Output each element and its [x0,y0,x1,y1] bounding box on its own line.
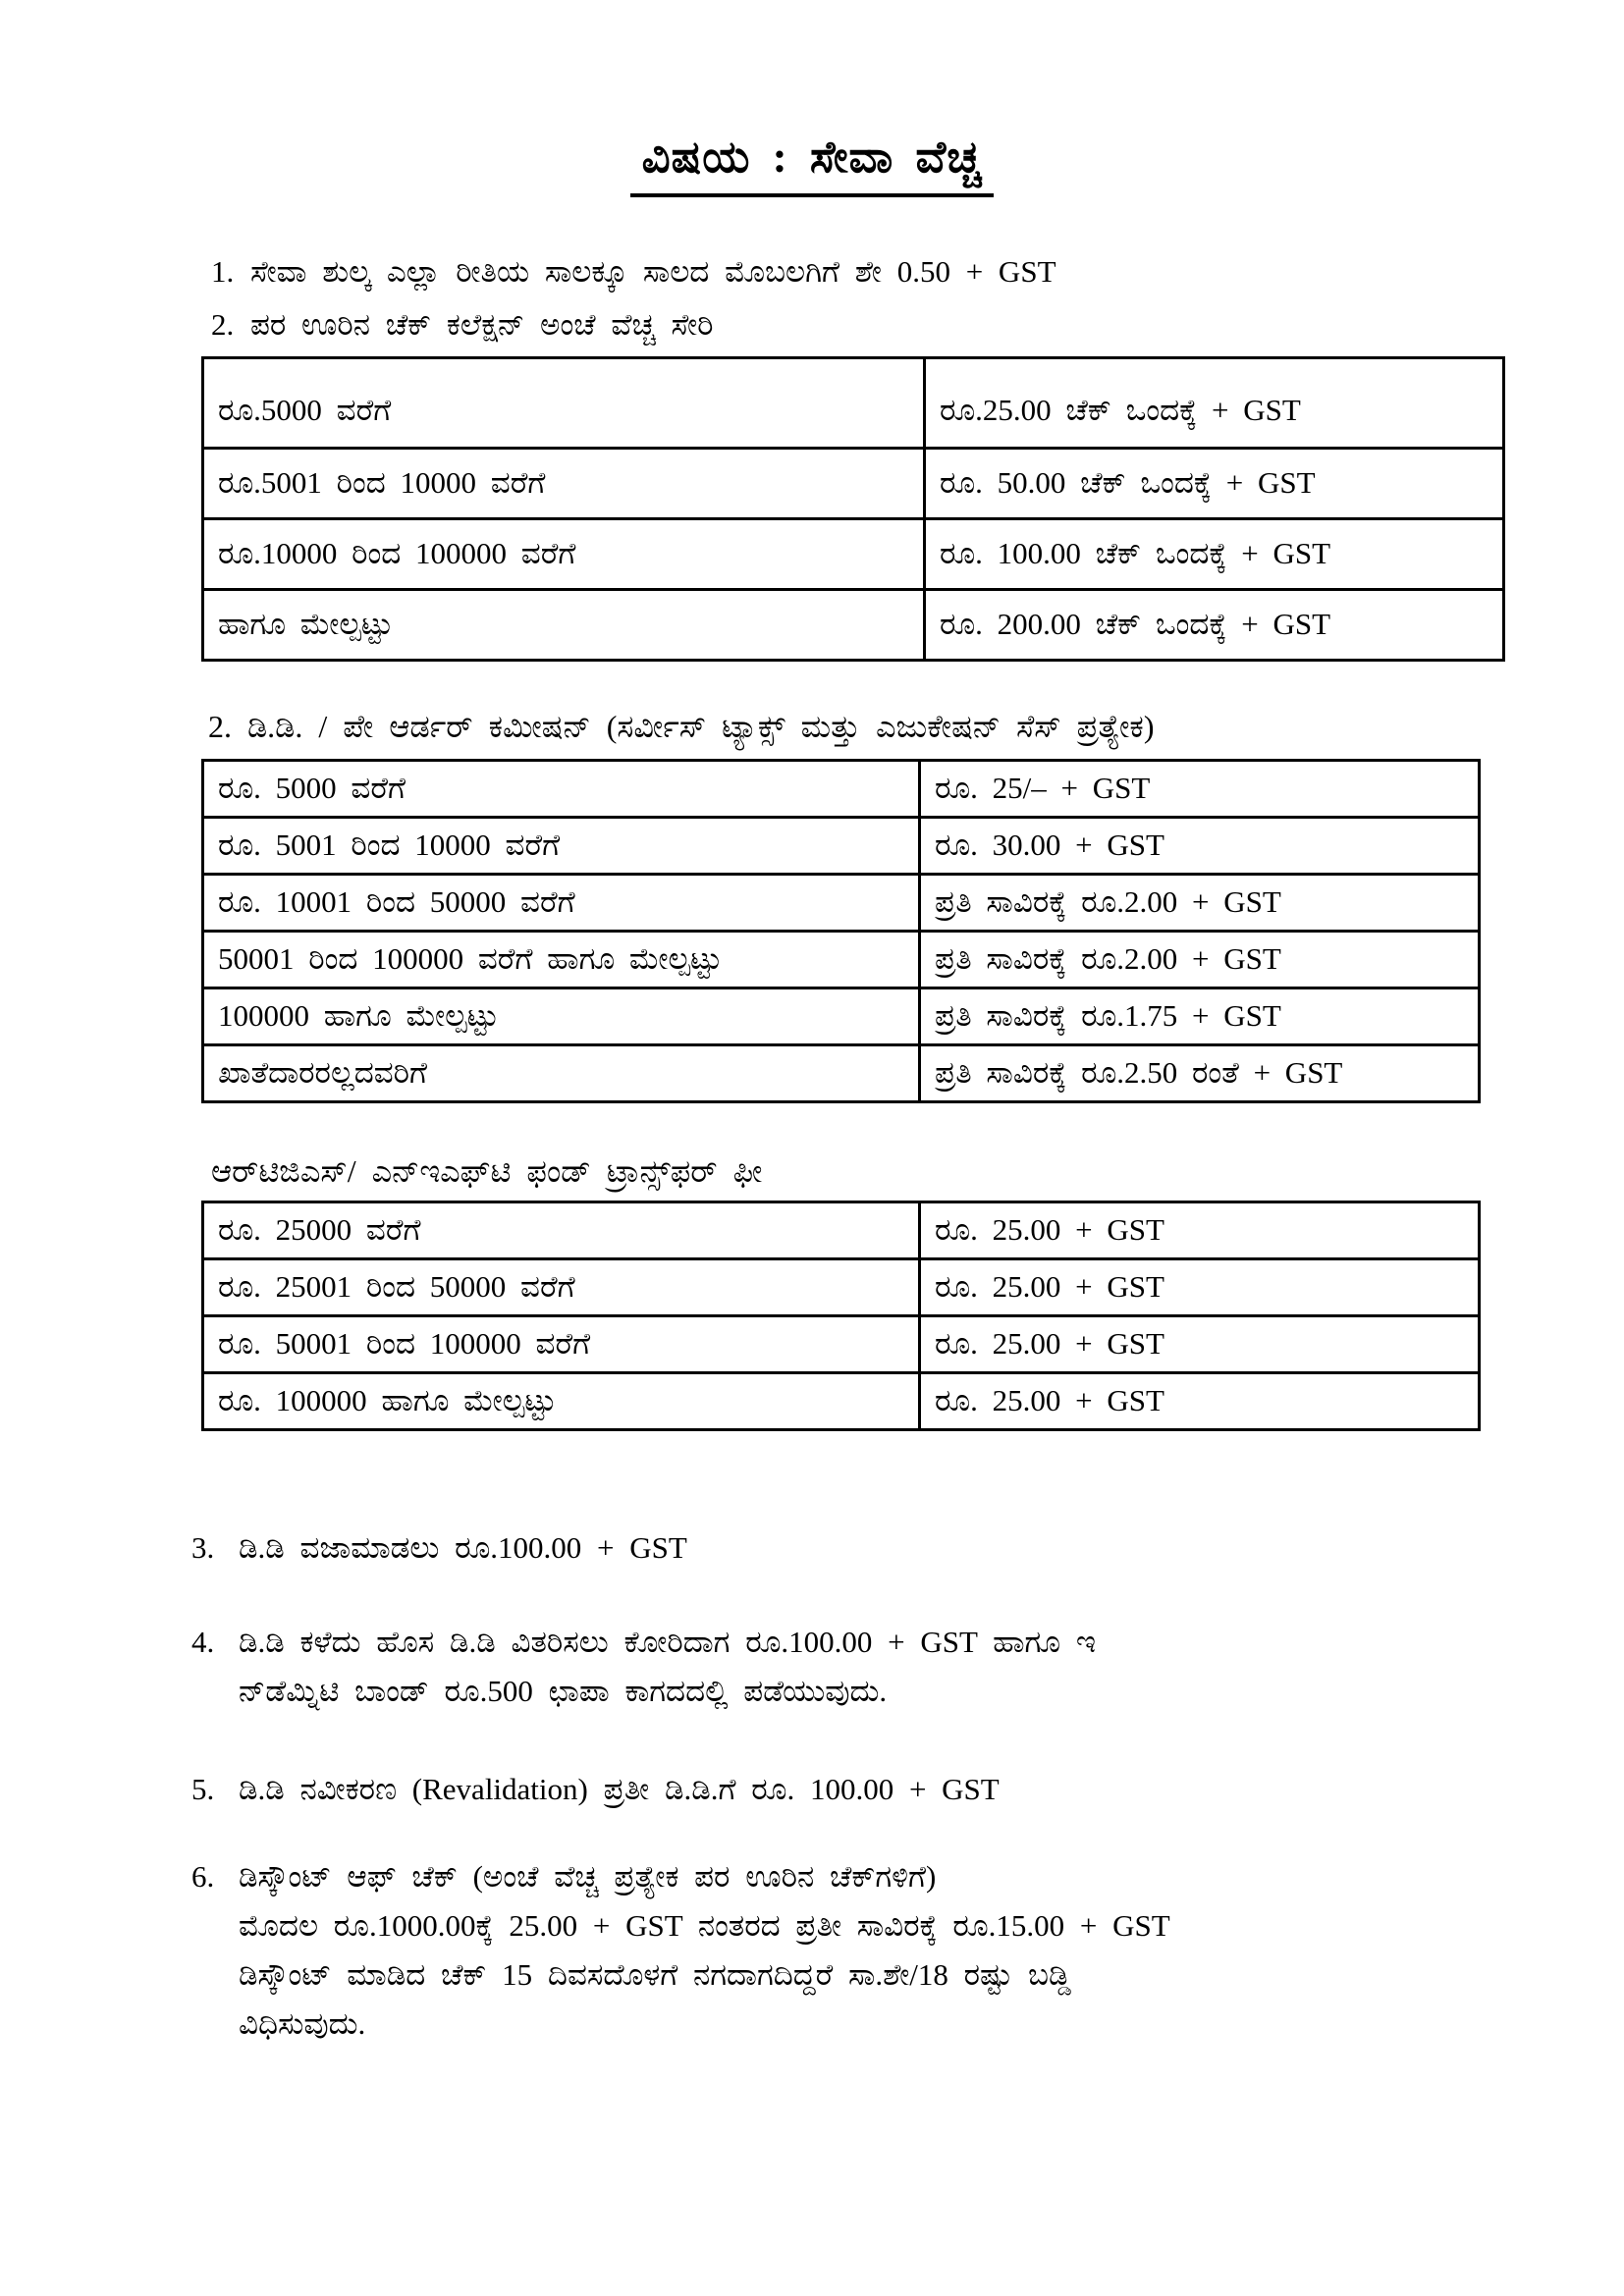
note-line: ಡಿಸ್ಕೌಂಟ್ ಮಾಡಿದ ಚೆಕ್ 15 ದಿವಸದೊಳಗೆ ನಗದಾಗದಿದ್ದರೆ ಸಾ.ಶೇ/18 ರಷ್ಟು ಬಡ್ಡಿ [239,1957,1071,1992]
fee-cell: ರೂ. 100.00 ಚೆಕ್ ಒಂದಕ್ಕೆ + GST [925,519,1504,590]
range-cell: ರೂ. 50001 ರಿಂದ 100000 ವರೆಗೆ [203,1316,920,1373]
fee-cell: ಪ್ರತಿ ಸಾವಿರಕ್ಕೆ ರೂ.2.50 ರಂತೆ + GST [920,1045,1480,1102]
note-number: 4. [191,1625,215,1659]
document-title [0,132,1624,197]
fee-cell: ರೂ. 25.00 + GST [920,1316,1480,1373]
range-cell: ರೂ.10000 ರಿಂದ 100000 ವರೆಗೆ [203,519,925,590]
page-title: ವಿಷಯ : ಸೇವಾ ವೆಚ್ಚ [630,132,995,197]
table-row [203,932,1480,988]
range-cell: ರೂ. 5001 ರಿಂದ 10000 ವರೆಗೆ [203,818,920,875]
note-text [239,1765,1000,1814]
list-item [211,245,1056,298]
table-row [203,1045,1480,1102]
list-item-text: ಸೇವಾ ಶುಲ್ಕ ಎಲ್ಲಾ ರೀತಿಯ ಸಾಲಕ್ಕೂ ಸಾಲದ ಮೊಬಲಗಿಗೆ ಶೇ 0.50 + GST [250,254,1056,289]
table-row [203,1373,1480,1430]
range-cell: ರೂ.5001 ರಿಂದ 10000 ವರೆಗೆ [203,449,925,519]
range-cell: ರೂ. 25001 ರಿಂದ 50000 ವರೆಗೆ [203,1259,920,1316]
dd-commission-table [201,759,1481,1103]
range-cell: ಹಾಗೂ ಮೇಲ್ಪಟ್ಟು [203,590,925,661]
note-line: ವಿಧಿಸುವುದು. [239,2006,366,2041]
note-line: ಡಿ.ಡಿ ಕಳೆದು ಹೊಸ ಡಿ.ಡಿ ವಿತರಿಸಲು ಕೋರಿದಾಗ ರೂ.100.00 + GST ಹಾಗೂ ಇ [239,1625,1096,1659]
fee-cell: ರೂ. 25.00 + GST [920,1259,1480,1316]
note-item [191,1618,1096,1716]
list-item [211,298,1056,351]
table-row [203,519,1504,590]
note-item [191,1852,1170,2049]
fee-cell: ರೂ.25.00 ಚೆಕ್ ಒಂದಕ್ಕೆ + GST [925,358,1504,449]
fee-cell: ರೂ. 25.00 + GST [920,1373,1480,1430]
range-cell: 50001 ರಿಂದ 100000 ವರೆಗೆ ಹಾಗೂ ಮೇಲ್ಪಟ್ಟು [203,932,920,988]
range-cell: ರೂ.5000 ವರೆಗೆ [203,358,925,449]
fee-cell: ಪ್ರತಿ ಸಾವಿರಕ್ಕೆ ರೂ.1.75 + GST [920,988,1480,1045]
table-row [203,358,1504,449]
fee-cell: ರೂ. 50.00 ಚೆಕ್ ಒಂದಕ್ಕೆ + GST [925,449,1504,519]
fee-cell: ಪ್ರತಿ ಸಾವಿರಕ್ಕೆ ರೂ.2.00 + GST [920,932,1480,988]
range-cell: ರೂ. 5000 ವರೆಗೆ [203,761,920,818]
fee-cell: ರೂ. 25.00 + GST [920,1202,1480,1259]
note-item [191,1765,1000,1814]
note-line: ಮೊದಲ ರೂ.1000.00ಕ್ಕೆ 25.00 + GST ನಂತರದ ಪ್ರತೀ ಸಾವಿರಕ್ಕೆ ರೂ.15.00 + GST [239,1908,1170,1943]
note-number: 3. [191,1530,215,1565]
table-row [203,1259,1480,1316]
table-row [203,449,1504,519]
table-row [203,1316,1480,1373]
range-cell: ರೂ. 10001 ರಿಂದ 50000 ವರೆಗೆ [203,875,920,932]
note-number: 6. [191,1859,215,1894]
list-item-text: ಪರ ಊರಿನ ಚೆಕ್ ಕಲೆಕ್ಷನ್ ಅಂಚೆ ವೆಚ್ಚ ಸೇರಿ [250,307,714,342]
rtgs-neft-table [201,1201,1481,1431]
note-line: ನ್‌ಡೆಮ್ನಿಟಿ ಬಾಂಡ್ ರೂ.500 ಛಾಪಾ ಕಾಗದದಲ್ಲಿ ಪಡೆಯುವುದು. [239,1674,888,1708]
note-line: ಡಿಸ್ಕೌಂಟ್ ಆಫ್ ಚೆಕ್ (ಅಂಚೆ ವೆಚ್ಚ ಪ್ರತ್ಯೇಕ ಪರ ಊರಿನ ಚೆಕ್‌ಗಳಿಗೆ) [239,1859,937,1894]
note-number: 5. [191,1772,215,1806]
cheque-collection-table [201,356,1505,662]
fee-cell: ರೂ. 200.00 ಚೆಕ್ ಒಂದಕ್ಕೆ + GST [925,590,1504,661]
note-text [239,1523,687,1573]
fee-cell: ಪ್ರತಿ ಸಾವಿರಕ್ಕೆ ರೂ.2.00 + GST [920,875,1480,932]
rtgs-neft-heading: ಆರ್‌ಟಿಜಿಎಸ್/ ಎನ್‌ಇಎಫ್‌ಟಿ ಫಂಡ್ ಟ್ರಾನ್ಸ್‌ಫರ್ ಫೀ [211,1153,763,1189]
note-line: ಡಿ.ಡಿ ವಜಾಮಾಡಲು ರೂ.100.00 + GST [239,1530,687,1565]
note-text [239,1852,1170,2049]
fee-cell: ರೂ. 25/– + GST [920,761,1480,818]
dd-commission-heading: 2. ಡಿ.ಡಿ. / ಪೇ ಆರ್ಡರ್ ಕಮೀಷನ್ (ಸರ್ವೀಸ್ ಟ್ಯಾಕ್ಸ್ ಮತ್ತು ಎಜುಕೇಷನ್ ಸೆಸ್ ಪ್ರತ್ಯೇಕ) [208,709,1155,744]
list-item-number: 1. [211,254,235,289]
range-cell: ಖಾತೆದಾರರಲ್ಲದವರಿಗೆ [203,1045,920,1102]
range-cell: ರೂ. 25000 ವರೆಗೆ [203,1202,920,1259]
table-row [203,1202,1480,1259]
table-row [203,761,1480,818]
table-row [203,818,1480,875]
note-item [191,1523,687,1573]
table-row [203,988,1480,1045]
list-item-number: 2. [211,307,235,342]
table-row [203,875,1480,932]
note-text [239,1618,1096,1716]
range-cell: 100000 ಹಾಗೂ ಮೇಲ್ಪಟ್ಟು [203,988,920,1045]
table-row [203,590,1504,661]
range-cell: ರೂ. 100000 ಹಾಗೂ ಮೇಲ್ಪಟ್ಟು [203,1373,920,1430]
fee-cell: ರೂ. 30.00 + GST [920,818,1480,875]
intro-list [211,245,1056,351]
note-line: ಡಿ.ಡಿ ನವೀಕರಣ (Revalidation) ಪ್ರತೀ ಡಿ.ಡಿ.ಗೆ ರೂ. 100.00 + GST [239,1772,1000,1806]
